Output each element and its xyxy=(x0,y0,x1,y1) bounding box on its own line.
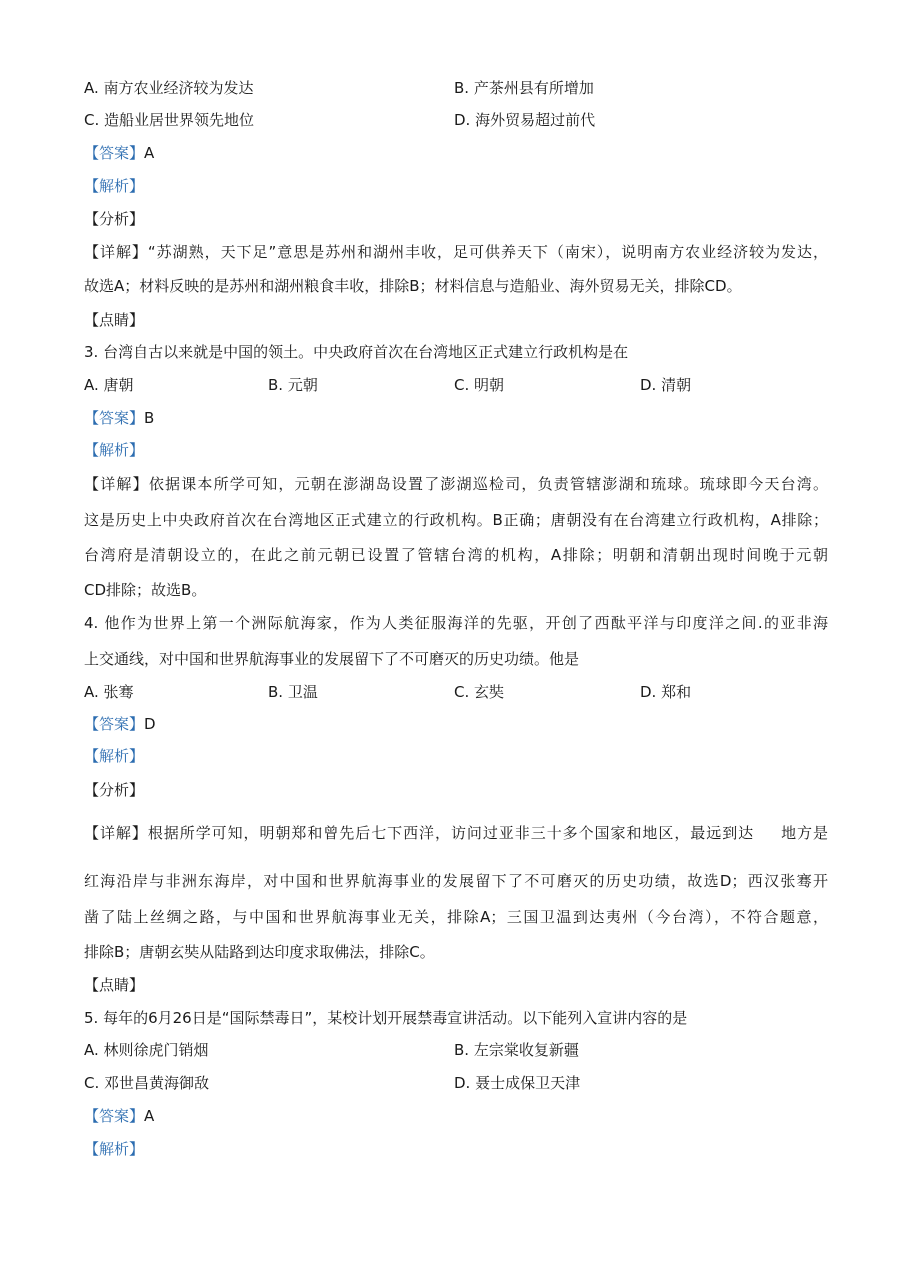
q5-stem: 5. 每年的6月26日是“国际禁毒日”，某校计划开展禁毒宣讲活动。以下能列入宣讲内容的是 xyxy=(84,1009,688,1027)
q2-detail-line-2: 故选A；材料反映的是苏州和湖州粮食丰收，排除B；材料信息与造船业、海外贸易无关，排除CD。 xyxy=(84,277,742,295)
q3-detail-line-3: 台湾府是清朝设立的，在此之前元朝已设置了管辖台湾的机构，A排除；明朝和清朝出现时间晚于元朝 xyxy=(84,546,828,564)
q3-answer: 【答案】B xyxy=(84,409,155,427)
q3-detail-line-1: 【详解】依据课本所学可知，元朝在澎湖岛设置了澎湖巡检司，负责管辖澎湖和琉球。琉球即今天台湾。 xyxy=(84,475,828,493)
q5-answer: 【答案】A xyxy=(84,1107,155,1125)
q4-option-c: C. 玄奘 xyxy=(454,683,505,701)
q2-fenxi-tag: 【分析】 xyxy=(84,210,145,228)
q4-detail-line-1: 【详解】根据所学可知，明朝郑和曾先后七下西洋，访问过亚非三十多个国家和地区，最远到达 地方是 xyxy=(84,824,828,842)
q4-stem-line-1: 4. 他作为世界上第一个洲际航海家，作为人类征服海洋的先驱，开创了西酞平洋与印度洋之间.的亚非海 xyxy=(84,614,828,632)
q4-detail-line-4: 排除B；唐朝玄奘从陆路到达印度求取佛法，排除C。 xyxy=(84,943,435,961)
q4-answer: 【答案】D xyxy=(84,715,156,733)
q5-analysis-tag: 【解析】 xyxy=(84,1140,145,1158)
q2-option-b: B. 产茶州县有所增加 xyxy=(454,79,594,97)
q5-option-b: B. 左宗棠收复新疆 xyxy=(454,1041,579,1059)
answer-tag: 【答案】 xyxy=(84,144,145,162)
q2-option-a: A. 南方农业经济较为发达 xyxy=(84,79,254,97)
q4-detail-line-2: 红海沿岸与非洲东海岸，对中国和世界航海事业的发展留下了不可磨灭的历史功绩，故选D；西汉张骞开 xyxy=(84,872,828,890)
q3-stem: 3. 台湾自古以来就是中国的领土。中央政府首次在台湾地区正式建立行政机构是在 xyxy=(84,343,629,361)
q5-option-a: A. 林则徐虎门销烟 xyxy=(84,1041,209,1059)
q3-analysis-tag: 【解析】 xyxy=(84,441,145,459)
q3-option-c: C. 明朝 xyxy=(454,376,505,394)
q3-option-a: A. 唐朝 xyxy=(84,376,134,394)
q4-stem-line-2: 上交通线，对中国和世界航海事业的发展留下了不可磨灭的历史功绩。他是 xyxy=(84,650,580,668)
q3-detail-line-4: CD排除；故选B。 xyxy=(84,581,207,599)
q2-dianjing-tag: 【点睛】 xyxy=(84,311,145,329)
q4-option-d: D. 郑和 xyxy=(640,683,692,701)
q3-option-d: D. 清朝 xyxy=(640,376,692,394)
q4-option-b: B. 卫温 xyxy=(268,683,318,701)
q4-dianjing-tag: 【点睛】 xyxy=(84,976,145,994)
q2-answer xyxy=(84,143,154,163)
q4-option-a: A. 张骞 xyxy=(84,683,134,701)
q2-detail-line-1: 【详解】“苏湖熟，天下足”意思是苏州和湖州丰收，足可供养天下（南宋），说明南方农业经济较为发达， xyxy=(84,243,828,261)
q2-option-d: D. 海外贸易超过前代 xyxy=(454,111,596,129)
detail-tag: 【详解】 xyxy=(84,243,148,261)
q4-detail-line-3: 凿了陆上丝绸之路，与中国和世界航海事业无关，排除A；三国卫温到达夷州（今台湾），不符合题意， xyxy=(84,908,828,926)
answer-value: A xyxy=(144,144,155,162)
q3-detail-line-2: 这是历史上中央政府首次在台湾地区正式建立的行政机构。B正确；唐朝没有在台湾建立行政机构，A排除； xyxy=(84,511,828,529)
q3-option-b: B. 元朝 xyxy=(268,376,318,394)
q4-fenxi-tag: 【分析】 xyxy=(84,781,145,799)
q2-analysis-tag: 【解析】 xyxy=(84,177,145,195)
q4-analysis-tag: 【解析】 xyxy=(84,747,145,765)
q5-option-c: C. 邓世昌黄海御敌 xyxy=(84,1074,210,1092)
q5-option-d: D. 聂士成保卫天津 xyxy=(454,1074,581,1092)
q2-option-c: C. 造船业居世界领先地位 xyxy=(84,111,255,129)
